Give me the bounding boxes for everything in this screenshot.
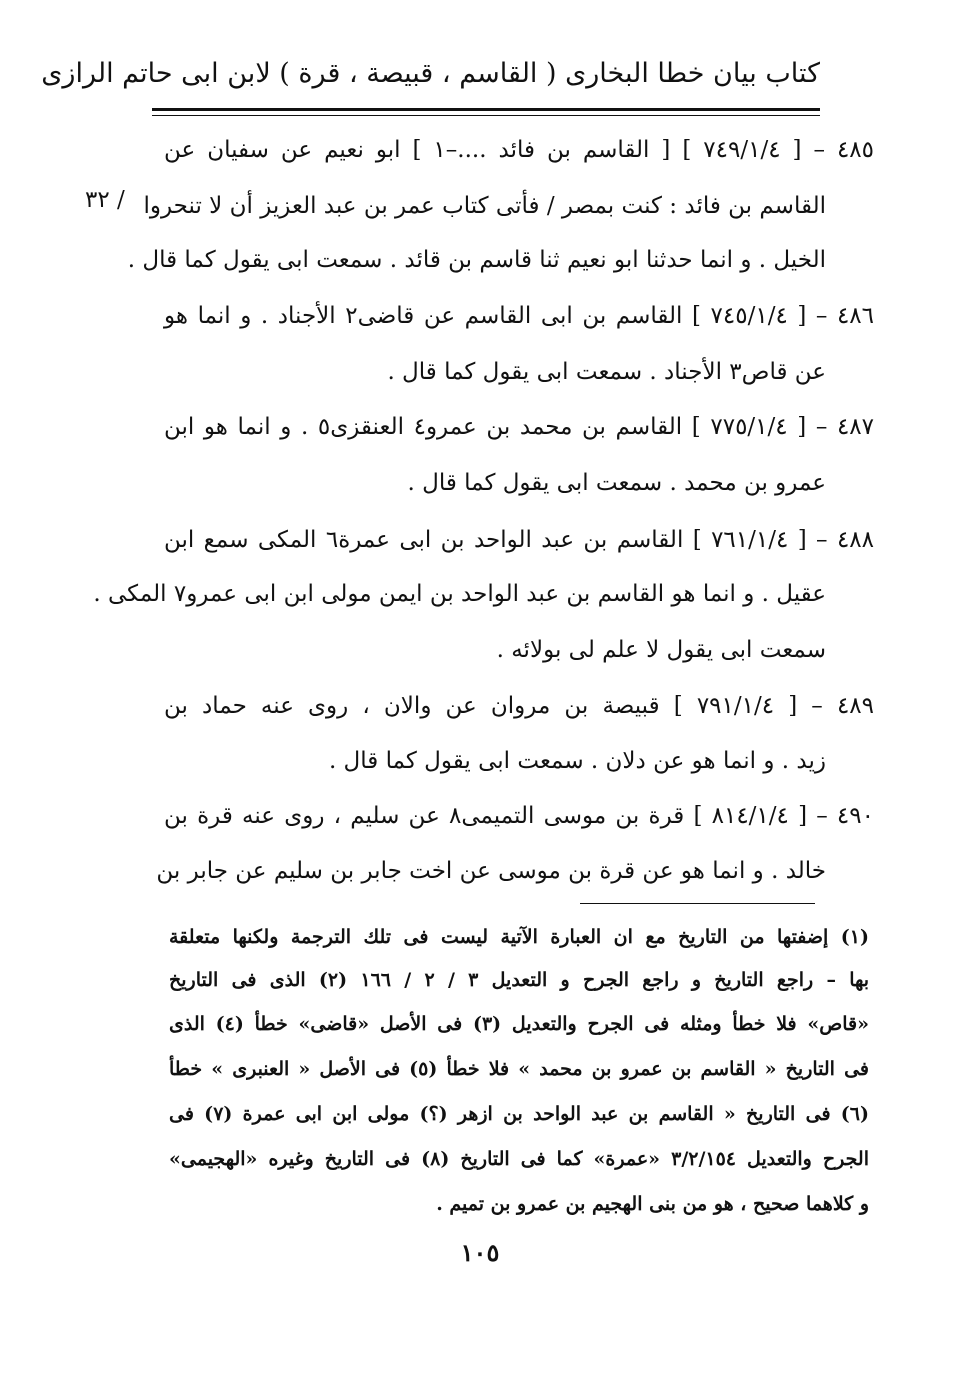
entry-486-line-2: عن قاص٣ الأجناد . سمعت ابى يقول كما قال . (387, 359, 826, 385)
footnote-line-2: بها – راجع التاريخ و راجع الجرح و التعديل ٣ / ٢ / ١٦٦ (٢) الذى فى التاريخ (169, 969, 870, 991)
entry-485-line-3: الخيل . و انما حدثنا ابو نعيم ثنا قاسم بن قائد . سمعت ابى يقول كما قال . (127, 247, 826, 273)
entry-489-line-1: ٤٨٩ – [ ٧٩١/١/٤ ] قبيصة بن مروان عن والان ، روى عنه حماد بن (164, 693, 874, 719)
header-rule-thick (152, 108, 820, 111)
footnote-line-4: فى التاريخ « القاسم بن عمرو بن محمد » فلا خطأ (٥) فى الأصل « العنبرى » خطأ (169, 1058, 869, 1080)
header-rule-thin (152, 115, 820, 116)
entry-488-line-2: عقيل . و انما هو القاسم بن عبد الواحد بن ايمن مولى ابن ابى عمرو٧ المكى . (93, 581, 826, 607)
footnote-line-5: (٦) فى التاريخ « القاسم بن عبد الواحد بن ازهر (؟) مولى ابن ابى عمرة (٧) فى (169, 1103, 870, 1125)
footnote-line-1: (١) إضفتها من التاريخ مع ان العبارة الآتية ليست فى تلك الترجمة ولكنها متعلقة (169, 926, 869, 948)
margin-page-reference: / ٣٢ (85, 187, 125, 213)
entry-490-line-2: خالد . و انما هو عن قرة بن موسى عن اخت جابر بن سليم عن جابر بن (156, 858, 826, 884)
entry-488-line-3: سمعت ابى يقول لا علم لى بولائه . (496, 637, 826, 663)
footnote-line-3: «قاص» فلا خطأ ومثله فى الجرح والتعديل (٣) فى الأصل «قاضى» خطأ (٤) الذى (169, 1013, 869, 1035)
footnote-line-7: و كلاهما صحيح ، هو من بنى الهجيم بن عمرو بن تميم . (436, 1193, 869, 1215)
entry-489-line-2: زيد . و انما هو عن دلان . سمعت ابى يقول كما قال . (328, 748, 826, 774)
page-number: ١٠٥ (460, 1238, 500, 1267)
footnote-separator (580, 903, 815, 904)
entry-487-line-2: عمرو بن محمد . سمعت ابى يقول كما قال . (407, 470, 826, 496)
entry-485-line-1: ٤٨٥ – [ ٧٤٩/١/٤ ] [ القاسم بن فائد ....–١ ] ابو نعيم عن سفيان عن (164, 137, 875, 163)
footnote-line-6: الجرح والتعديل ٣/٢/١٥٤ «عمرة» كما فى التاريخ (٨) فى التاريخ وغيره «الهجيمى» (169, 1148, 869, 1170)
entry-488-line-1: ٤٨٨ – [ ٧٦١/١/٤ ] القاسم بن عبد الواحد بن ابى عمرة٦ المكى سمع ابن (164, 527, 875, 553)
entry-485-line-2: القاسم بن فائد : كنت بمصر / فأتى كتاب عمر بن عبد العزيز أن لا تنحروا (143, 193, 826, 219)
entry-486-line-1: ٤٨٦ – [ ٧٤٥/١/٤ ] القاسم بن ابى القاسم عن قاضى٢ الأجناد . و انما هو (164, 303, 875, 329)
entry-487-line-1: ٤٨٧ – [ ٧٧٥/١/٤ ] القاسم بن محمد بن عمرو٤ العنقزى٥ . و انما هو ابن (164, 414, 874, 440)
running-header-title: كتاب بيان خطا البخارى ( القاسم ، قبيصة ، قرة ) لابن ابى حاتم الرازى (41, 58, 820, 89)
entry-490-line-1: ٤٩٠ – [ ٨١٤/١/٤ ] قرة بن موسى التميمى٨ عن سليم ، روى عنه قرة بن (164, 803, 874, 829)
